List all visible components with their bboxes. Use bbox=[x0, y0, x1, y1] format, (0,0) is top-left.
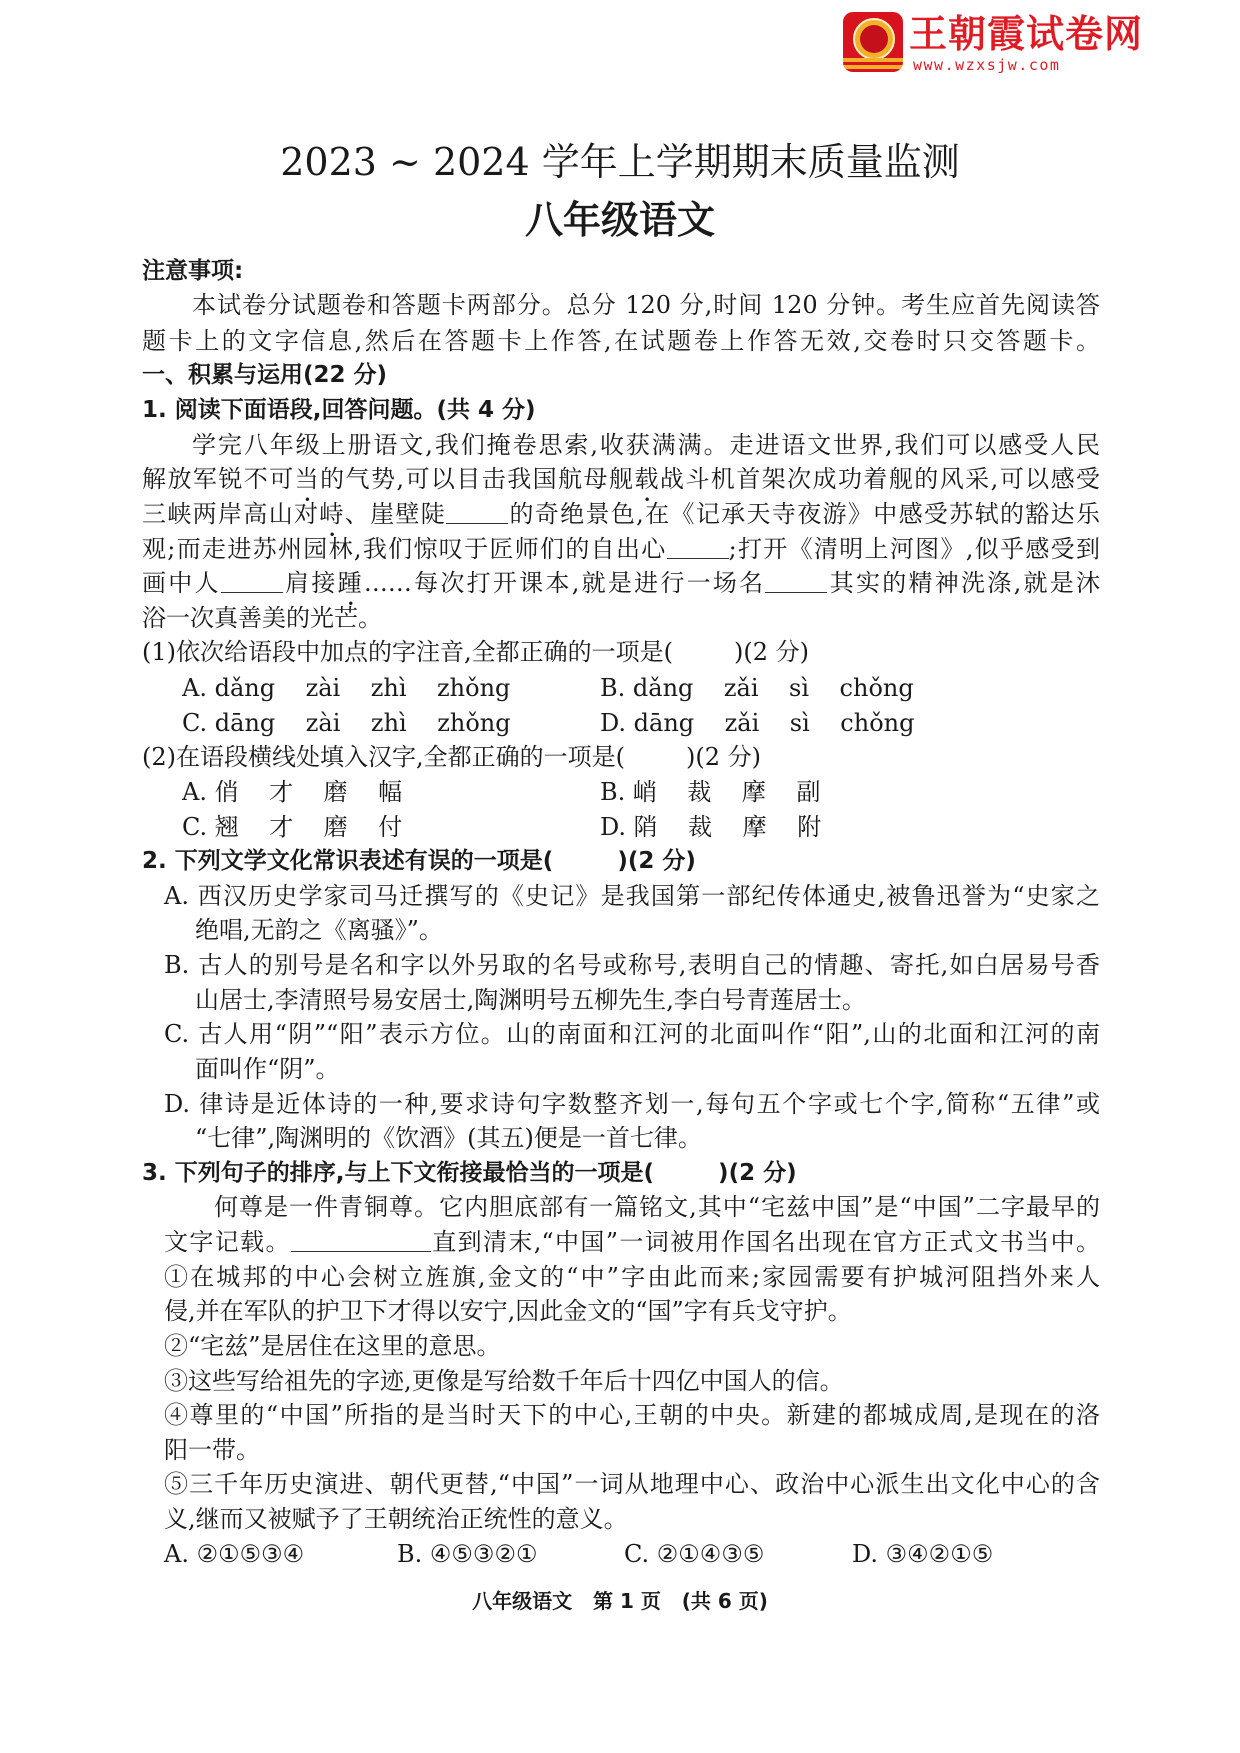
passage-line bbox=[142, 497, 1100, 531]
option-c: C. 古人用“阴”“阳”表示方位。山的南面和江河的北面叫作“阳”,山的北面和江河的南 bbox=[164, 1020, 1100, 1048]
question-1-title: 1. 阅读下面语段,回答问题。(共 4 分) bbox=[142, 397, 536, 423]
text: 其实的精神洗涤,就是沐 bbox=[827, 569, 1100, 597]
option-a-cont: 绝唱,无韵之《离骚》”。 bbox=[195, 916, 443, 944]
text: 的奇绝景色,在《记承天寺夜游》中感受苏轼的豁达乐 bbox=[508, 500, 1100, 528]
passage-line bbox=[142, 566, 1100, 600]
fill-blank bbox=[446, 501, 508, 524]
option-d: D. 律诗是近体诗的一种,要求诗句字数整齐划一,每句五个字或七个字,简称“五律”或 bbox=[164, 1090, 1100, 1118]
option-c-cont: 面叫作“阴”。 bbox=[195, 1055, 340, 1083]
fill-blank bbox=[291, 1229, 431, 1252]
section-heading: 一、积累与运用(22 分) bbox=[142, 362, 388, 388]
option-d: D. dāng zǎi sì chǒng bbox=[600, 709, 915, 737]
logo-name: 王朝霞试卷网 bbox=[909, 12, 1144, 56]
text: 、崖壁陡 bbox=[344, 500, 447, 528]
option-d: D. ③④②①⑤ bbox=[852, 1540, 994, 1568]
notice-heading: 注意事项: bbox=[142, 258, 244, 284]
sentence-4-cont: 阳一带。 bbox=[164, 1436, 260, 1464]
option-a: A. 俏 才 磨 幅 bbox=[182, 778, 403, 806]
option-d-cont: “七律”,陶渊明的《饮酒》(其五)便是一首七律。 bbox=[195, 1124, 702, 1152]
fill-blank bbox=[667, 536, 729, 559]
subquestion-1-stem: (1)依次给语段中加点的字注音,全都正确的一项是( )(2 分) bbox=[142, 638, 810, 666]
option-c: C. dāng zài zhì zhǒng bbox=[182, 709, 511, 737]
text: 解放军锐不可 bbox=[142, 465, 295, 493]
text: 的气势,可以目击我国航母舰 bbox=[320, 465, 635, 493]
option-a: A. 西汉历史学家司马迁撰写的《史记》是我国第一部纪传体通史,被鲁迅誉为“史家之 bbox=[164, 882, 1100, 910]
sentence-1: ①在城邦的中心会树立旌旗,金文的“中”字由此而来;家园需要有护城河阻挡外来人 bbox=[164, 1263, 1100, 1291]
text: 文字记载。 bbox=[164, 1228, 291, 1256]
sentence-3: ③这些写给祖先的字迹,更像是写给数千年后十四亿中国人的信。 bbox=[164, 1367, 844, 1395]
sentence-5-cont: 义,继而又被赋予了王朝统治正统性的意义。 bbox=[164, 1505, 628, 1533]
text: 直到清末,“中国”一词被用作国名出现在官方正式文书当中。 bbox=[430, 1228, 1101, 1256]
option-b: B. 峭 裁 摩 副 bbox=[600, 778, 821, 806]
exam-subject: 八年级语文 bbox=[524, 197, 715, 242]
dotted-char: 峙 bbox=[319, 500, 345, 528]
text: 画中人 bbox=[142, 569, 221, 597]
option-a: A. ②①⑤③④ bbox=[164, 1540, 305, 1568]
option-c: C. ②①④③⑤ bbox=[624, 1540, 765, 1568]
passage-line bbox=[164, 1225, 1100, 1259]
option-b: B. dǎng zǎi sì chǒng bbox=[600, 674, 914, 702]
passage-line: 何尊是一件青铜尊。它内胆底部有一篇铭文,其中“宅兹中国”是“中国”二字最早的 bbox=[214, 1193, 1100, 1221]
text: 三峡两岸高山对 bbox=[142, 500, 320, 528]
sentence-4: ④尊里的“中国”所指的是当时天下的中心,王朝的中央。新建的都城成周,是现在的洛 bbox=[164, 1401, 1100, 1429]
fill-blank bbox=[765, 570, 827, 593]
text: 观;而走进苏州园林,我们惊叹于匠师们的自出心 bbox=[142, 535, 667, 563]
option-c: C. 翘 才 磨 付 bbox=[182, 813, 403, 841]
dotted-char: 当 bbox=[294, 465, 321, 493]
question-2-title: 2. 下列文学文化常识表述有误的一项是( )(2 分) bbox=[142, 848, 696, 874]
dotted-char: 踵 bbox=[337, 569, 364, 597]
text: 战斗机首架次成功着舰的风采,可以感受 bbox=[659, 465, 1101, 493]
question-3-title: 3. 下列句子的排序,与上下文衔接最恰当的一项是( )(2 分) bbox=[142, 1160, 797, 1186]
passage-line: 浴一次真善美的光芒。 bbox=[142, 604, 382, 632]
site-logo bbox=[843, 12, 1153, 74]
option-b: B. ④⑤③②① bbox=[397, 1540, 538, 1568]
fill-blank bbox=[221, 570, 283, 593]
subquestion-2-stem: (2)在语段横线处填入汉字,全都正确的一项是( )(2 分) bbox=[142, 743, 762, 771]
dotted-char: 载 bbox=[634, 465, 660, 493]
exam-title: 2023 ~ 2024 学年上学期期末质量监测 bbox=[280, 140, 960, 184]
option-d: D. 陗 裁 摩 附 bbox=[600, 813, 822, 841]
text: 肩接 bbox=[282, 569, 338, 597]
text: ……每次打开课本,就是进行一场名 bbox=[363, 569, 766, 597]
option-b-cont: 山居士,李清照号易安居士,陶渊明号五柳先生,李白号青莲居士。 bbox=[195, 986, 866, 1014]
sentence-1-cont: 侵,并在军队的护卫下才得以安宁,因此金文的“国”字有兵戈守护。 bbox=[164, 1297, 852, 1325]
notice-line: 题卡上的文字信息,然后在答题卡上作答,在试题卷上作答无效,交卷时只交答题卡。 bbox=[142, 327, 1100, 355]
logo-emblem-icon bbox=[843, 12, 903, 72]
sentence-5: ⑤三千年历史演进、朝代更替,“中国”一词从地理中心、政治中心派生出文化中心的含 bbox=[164, 1470, 1100, 1498]
option-a: A. dǎng zài zhì zhǒng bbox=[182, 674, 511, 702]
option-b: B. 古人的别号是名和字以外另取的名号或称号,表明自己的情趣、寄托,如白居易号香 bbox=[164, 951, 1100, 979]
passage-line bbox=[142, 532, 1100, 566]
page-footer: 八年级语文 第 1 页 (共 6 页) bbox=[472, 1589, 768, 1613]
logo-url: www.wzxsjw.com bbox=[913, 56, 1061, 74]
notice-line: 本试卷分试题卷和答题卡两部分。总分 120 分,时间 120 分钟。考生应首先阅读答 bbox=[192, 291, 1100, 319]
passage-line: 学完八年级上册语文,我们掩卷思索,收获满满。走进语文世界,我们可以感受人民 bbox=[192, 431, 1100, 459]
text: ;打开《清明上河图》,似乎感受到 bbox=[728, 535, 1100, 563]
passage-line bbox=[142, 462, 1100, 496]
sentence-2: ②“宅兹”是居住在这里的意思。 bbox=[164, 1332, 501, 1360]
